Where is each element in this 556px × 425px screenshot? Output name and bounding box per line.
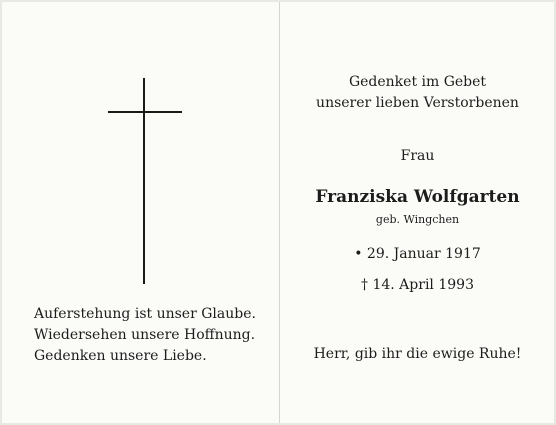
cross-icon bbox=[143, 78, 145, 284]
intro-line-1: Gedenket im Gebet bbox=[348, 74, 487, 90]
deceased-name: Franziska Wolfgarten bbox=[315, 187, 520, 207]
death-date: † 14. April 1993 bbox=[361, 277, 474, 293]
motto bbox=[34, 304, 256, 367]
motto-line: Gedenken unsere Liebe. bbox=[34, 348, 207, 364]
birth-date: • 29. Januar 1917 bbox=[354, 246, 481, 262]
cross-crossbar bbox=[108, 111, 182, 113]
salutation: Frau bbox=[400, 148, 435, 164]
right-panel bbox=[279, 2, 555, 423]
left-panel bbox=[2, 2, 278, 423]
intro-line-2: unserer lieben Verstorbenen bbox=[316, 95, 519, 111]
prayer-line: Herr, gib ihr die ewige Ruhe! bbox=[313, 346, 522, 362]
memorial-card bbox=[2, 2, 554, 423]
motto-line: Auferstehung ist unser Glaube. bbox=[34, 306, 256, 322]
maiden-name: geb. Wingchen bbox=[375, 213, 460, 226]
motto-line: Wiedersehen unsere Hoffnung. bbox=[34, 327, 256, 343]
